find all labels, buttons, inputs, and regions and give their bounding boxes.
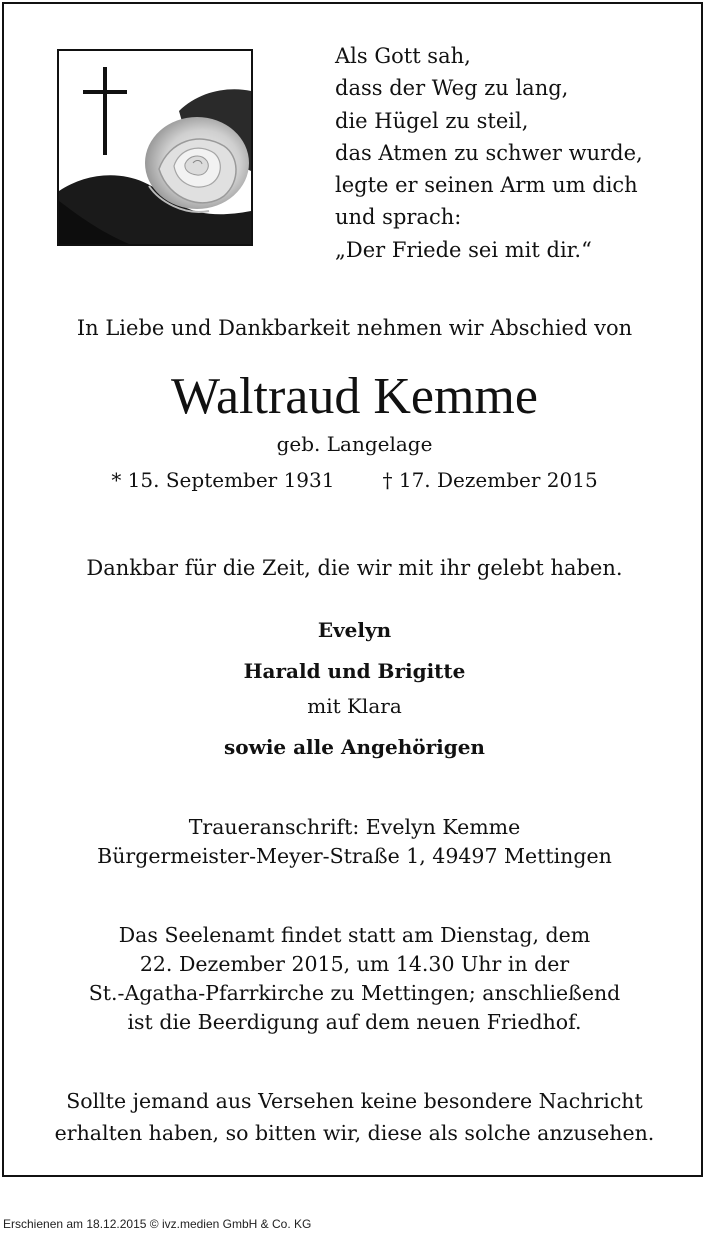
death-date: † 17. Dezember 2015 [382, 468, 598, 492]
deceased-name: Waltraud Kemme [171, 368, 538, 425]
rose-photo [59, 51, 251, 244]
rose-cross-image [57, 49, 253, 246]
closing-note: Sollte jemand aus Versehen keine besondere Nachricht erhalten haben, so bitten wir, diese als solche anzusehen. [54, 1089, 655, 1145]
mourner-harald-brigitte: Harald und Brigitte [243, 659, 466, 683]
mourning-address: Traueranschrift: Evelyn Kemme Bürgermeister-Meyer-Straße 1, 49497 Mettingen [97, 815, 612, 868]
mourner-relatives: sowie alle Angehörigen [224, 735, 485, 759]
farewell-intro: In Liebe und Dankbarkeit nehmen wir Abschied von [76, 316, 633, 340]
poem-text: Als Gott sah, dass der Weg zu lang, die Hügel zu steil, das Atmen zu schwer wurde, legte er seinen Arm um dich und sprach: „Der Friede sei mit dir.“ [335, 44, 643, 262]
publication-footer: Erschienen am 18.12.2015 © ivz.medien GmbH & Co. KG [3, 1217, 312, 1231]
funeral-service-info: Das Seelenamt findet statt am Dienstag, dem 22. Dezember 2015, um 14.30 Uhr in der St.-Agatha-Pfarrkirche zu Mettingen; anschließend ist die Beerdigung auf dem neuen Friedhof. [88, 923, 621, 1034]
mourner-klara: mit Klara [307, 694, 402, 718]
maiden-name: geb. Langelage [276, 432, 433, 456]
life-dates [0, 468, 709, 492]
birth-date: * 15. September 1931 [111, 468, 335, 492]
gratitude-line: Dankbar für die Zeit, die wir mit ihr gelebt haben. [86, 556, 623, 580]
mourner-evelyn: Evelyn [317, 618, 392, 642]
